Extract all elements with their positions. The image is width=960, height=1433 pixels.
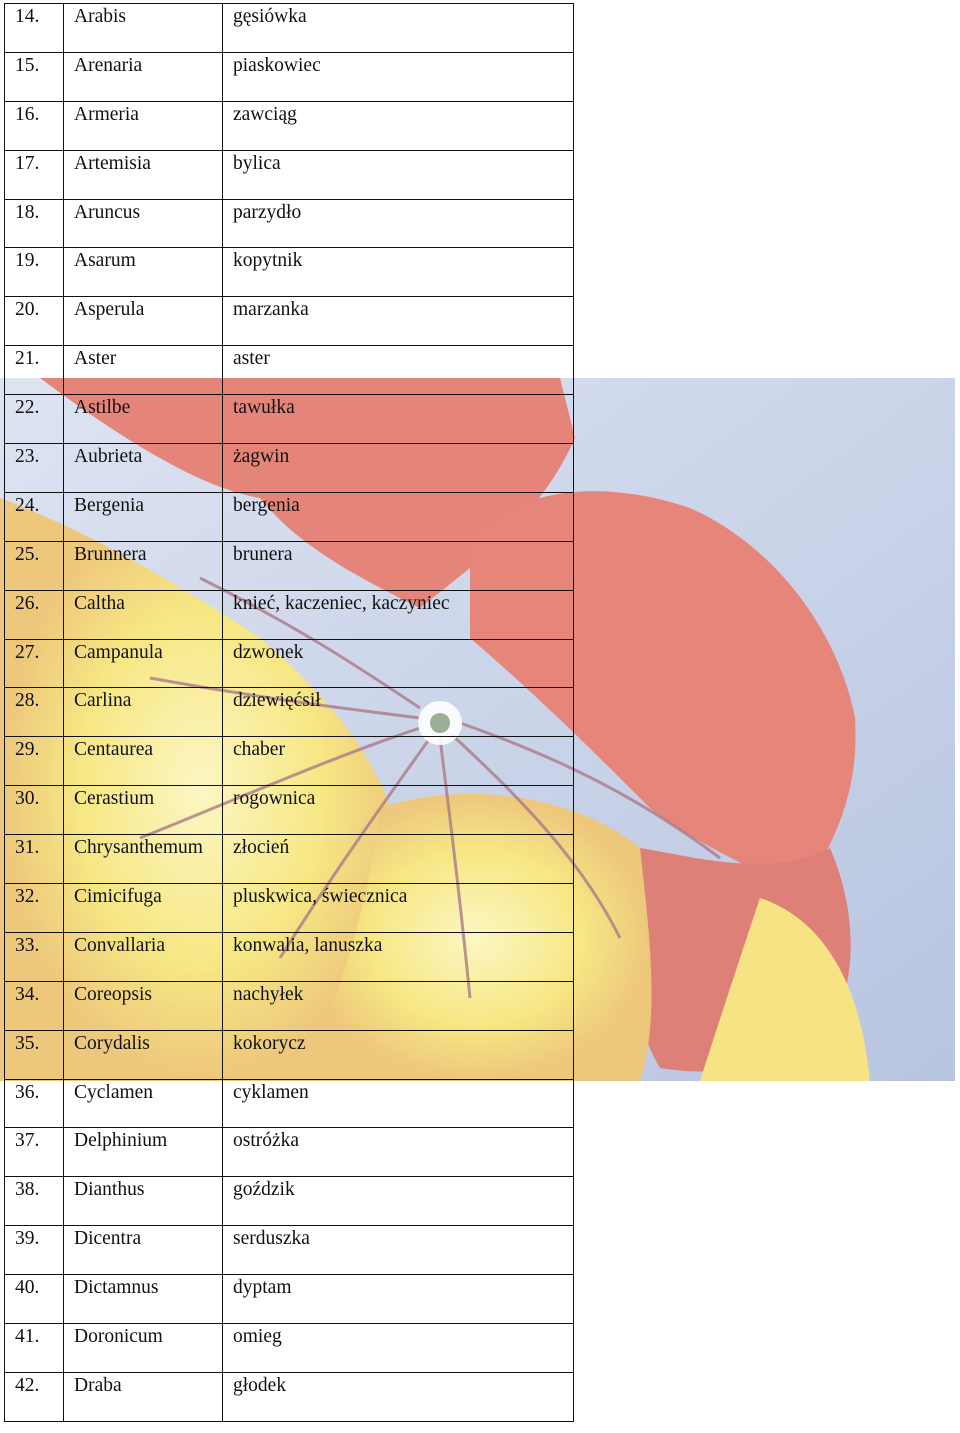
polish-name: goździk (223, 1177, 574, 1226)
table-row (5, 346, 574, 395)
polish-name: chaber (223, 737, 574, 786)
row-number: 39. (5, 1226, 64, 1275)
table-row (5, 199, 574, 248)
row-number: 15. (5, 52, 64, 101)
row-number: 34. (5, 981, 64, 1030)
polish-name: zawciąg (223, 101, 574, 150)
table-row (5, 1324, 574, 1373)
polish-name: omieg (223, 1324, 574, 1373)
row-number: 27. (5, 639, 64, 688)
table-row (5, 248, 574, 297)
polish-name: pluskwica, świecznica (223, 884, 574, 933)
table-row (5, 1372, 574, 1421)
polish-name: bergenia (223, 492, 574, 541)
table-row (5, 932, 574, 981)
latin-name: Asarum (64, 248, 223, 297)
row-number: 29. (5, 737, 64, 786)
table-row (5, 101, 574, 150)
table-row (5, 590, 574, 639)
table-row (5, 444, 574, 493)
table-row (5, 981, 574, 1030)
row-number: 31. (5, 835, 64, 884)
polish-name: konwalia, lanuszka (223, 932, 574, 981)
row-number: 18. (5, 199, 64, 248)
table-row (5, 4, 574, 53)
polish-name: żagwin (223, 444, 574, 493)
table-row (5, 1079, 574, 1128)
polish-name: głodek (223, 1372, 574, 1421)
row-number: 14. (5, 4, 64, 53)
polish-name: ostróżka (223, 1128, 574, 1177)
latin-name: Corydalis (64, 1030, 223, 1079)
row-number: 21. (5, 346, 64, 395)
row-number: 26. (5, 590, 64, 639)
latin-name: Armeria (64, 101, 223, 150)
table-row (5, 297, 574, 346)
polish-name: dyptam (223, 1275, 574, 1324)
latin-name: Brunnera (64, 541, 223, 590)
polish-name: piaskowiec (223, 52, 574, 101)
latin-name: Artemisia (64, 150, 223, 199)
latin-name: Carlina (64, 688, 223, 737)
row-number: 16. (5, 101, 64, 150)
latin-name: Dictamnus (64, 1275, 223, 1324)
latin-name: Aster (64, 346, 223, 395)
polish-name: knieć, kaczeniec, kaczyniec (223, 590, 574, 639)
row-number: 35. (5, 1030, 64, 1079)
polish-name: złocień (223, 835, 574, 884)
polish-name: dzwonek (223, 639, 574, 688)
polish-name: marzanka (223, 297, 574, 346)
table-row (5, 1226, 574, 1275)
latin-name: Arenaria (64, 52, 223, 101)
polish-name: parzydło (223, 199, 574, 248)
table-row (5, 835, 574, 884)
row-number: 25. (5, 541, 64, 590)
latin-name: Coreopsis (64, 981, 223, 1030)
table-row (5, 541, 574, 590)
latin-name: Aubrieta (64, 444, 223, 493)
polish-name: dziewięćsił (223, 688, 574, 737)
latin-name: Arabis (64, 4, 223, 53)
latin-name: Cimicifuga (64, 884, 223, 933)
table-row (5, 150, 574, 199)
row-number: 20. (5, 297, 64, 346)
row-number: 22. (5, 395, 64, 444)
table-row (5, 737, 574, 786)
row-number: 36. (5, 1079, 64, 1128)
table-row (5, 1128, 574, 1177)
table-row (5, 1030, 574, 1079)
polish-name: nachyłek (223, 981, 574, 1030)
latin-name: Caltha (64, 590, 223, 639)
latin-name: Astilbe (64, 395, 223, 444)
latin-name: Centaurea (64, 737, 223, 786)
latin-name: Cerastium (64, 786, 223, 835)
row-number: 28. (5, 688, 64, 737)
table-row (5, 1275, 574, 1324)
row-number: 30. (5, 786, 64, 835)
table-row (5, 639, 574, 688)
row-number: 24. (5, 492, 64, 541)
row-number: 32. (5, 884, 64, 933)
table-row (5, 395, 574, 444)
polish-name: aster (223, 346, 574, 395)
row-number: 38. (5, 1177, 64, 1226)
latin-name: Chrysanthemum (64, 835, 223, 884)
table-row (5, 1177, 574, 1226)
latin-name: Cyclamen (64, 1079, 223, 1128)
polish-name: tawułka (223, 395, 574, 444)
table-row (5, 884, 574, 933)
latin-name: Aruncus (64, 199, 223, 248)
row-number: 19. (5, 248, 64, 297)
polish-name: brunera (223, 541, 574, 590)
latin-name: Convallaria (64, 932, 223, 981)
row-number: 40. (5, 1275, 64, 1324)
latin-name: Delphinium (64, 1128, 223, 1177)
row-number: 17. (5, 150, 64, 199)
row-number: 23. (5, 444, 64, 493)
row-number: 33. (5, 932, 64, 981)
table-row (5, 688, 574, 737)
polish-name: gęsiówka (223, 4, 574, 53)
polish-name: kokorycz (223, 1030, 574, 1079)
latin-name: Doronicum (64, 1324, 223, 1373)
latin-name: Dianthus (64, 1177, 223, 1226)
latin-name: Dicentra (64, 1226, 223, 1275)
row-number: 42. (5, 1372, 64, 1421)
row-number: 41. (5, 1324, 64, 1373)
polish-name: rogownica (223, 786, 574, 835)
plant-names-table (4, 3, 574, 1422)
latin-name: Asperula (64, 297, 223, 346)
latin-name: Campanula (64, 639, 223, 688)
polish-name: cyklamen (223, 1079, 574, 1128)
polish-name: bylica (223, 150, 574, 199)
polish-name: kopytnik (223, 248, 574, 297)
polish-name: serduszka (223, 1226, 574, 1275)
latin-name: Draba (64, 1372, 223, 1421)
table-row (5, 786, 574, 835)
table-row (5, 492, 574, 541)
latin-name: Bergenia (64, 492, 223, 541)
row-number: 37. (5, 1128, 64, 1177)
table-row (5, 52, 574, 101)
